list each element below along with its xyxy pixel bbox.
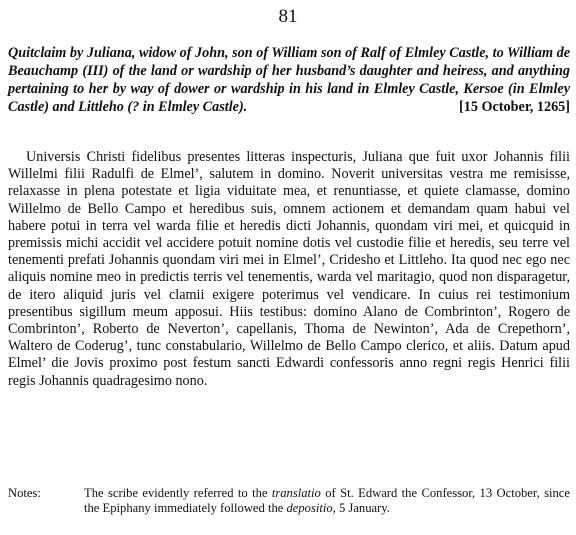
notes-italic-term: depositio [286,500,333,515]
notes-text [84,486,570,515]
notes-italic-term: translatio [271,486,321,500]
charter-text: Universis Christi fidelibus presentes litteras inspecturis, Juliana que fuit uxor Johannis filii Willelmi filii Radulfi de Elmel’, salutem in domino. Noverit universitas vestra me remisisse, relaxasse in plena potestate et ligia viduitate mea, et renuntiasse, et quiete clamasse, domino Willelmo de Bello Campo et heredibus suis, omnem actionem et demandam quam habui vel habere potui in terra vel warda filie et heredis dicti Johannis, quondam viri mei, et quicquid in premissis michi accidit vel accidere potuit nomine dotis vel custodie filie et heredis, seu terre vel tenementi prefati Johannis quondam viri mei in Elmel’, Cridesho et Littleho. Ita quod nec ego nec aliquis nomine meo in predictis terris vel tenementis, warda vel maritagio, quod non disparagetur, de itero aliquid juris vel clamii exigere poterimus vel vendicare. In cuius rei testimonium presentibus sigillum meum apposui. Hiis testibus: domino Alano de Combrinton’, Rogero de Combrinton’, Roberto de Neverton’, capellanis, Thoma de Newinton’, Ada de Crepethorn’, Waltero de Coderug’, tunc constabulario, Willelmo de Bello Campo clerico, et aliis. Datum apud Elmel’ die Jovis proximo post festum sancti Edwardi confessoris anno regni regis Henrici filii regis Johannis quadragesimo nono. [8,149,570,389]
notes-section [8,486,570,515]
notes-label: Notes: [8,486,41,500]
notes-text-part: , 5 January. [332,500,390,515]
notes-text-part: of St. Edward the Confessor, 13 October, since the Epiphany immediately followed the [84,486,570,515]
rubric-date: [15 October, 1265] [459,99,570,115]
page-number: 81 [278,6,298,27]
charter-rubric [8,44,570,116]
rubric-text: Quitclaim by Juliana, widow of John, son of William son of Ralf of Elmley Castle, to William de Beauchamp (III) of the land or wardship of her husband’s daughter and heiress, and anything pertaining to her by way of dower or wardship in his land in Elmley Castle, Kersoe (in Elmley Castle) and Littleho (? in Elmley Castle). [8,45,570,115]
notes-text-part: The scribe evidently referred to the [84,486,272,500]
